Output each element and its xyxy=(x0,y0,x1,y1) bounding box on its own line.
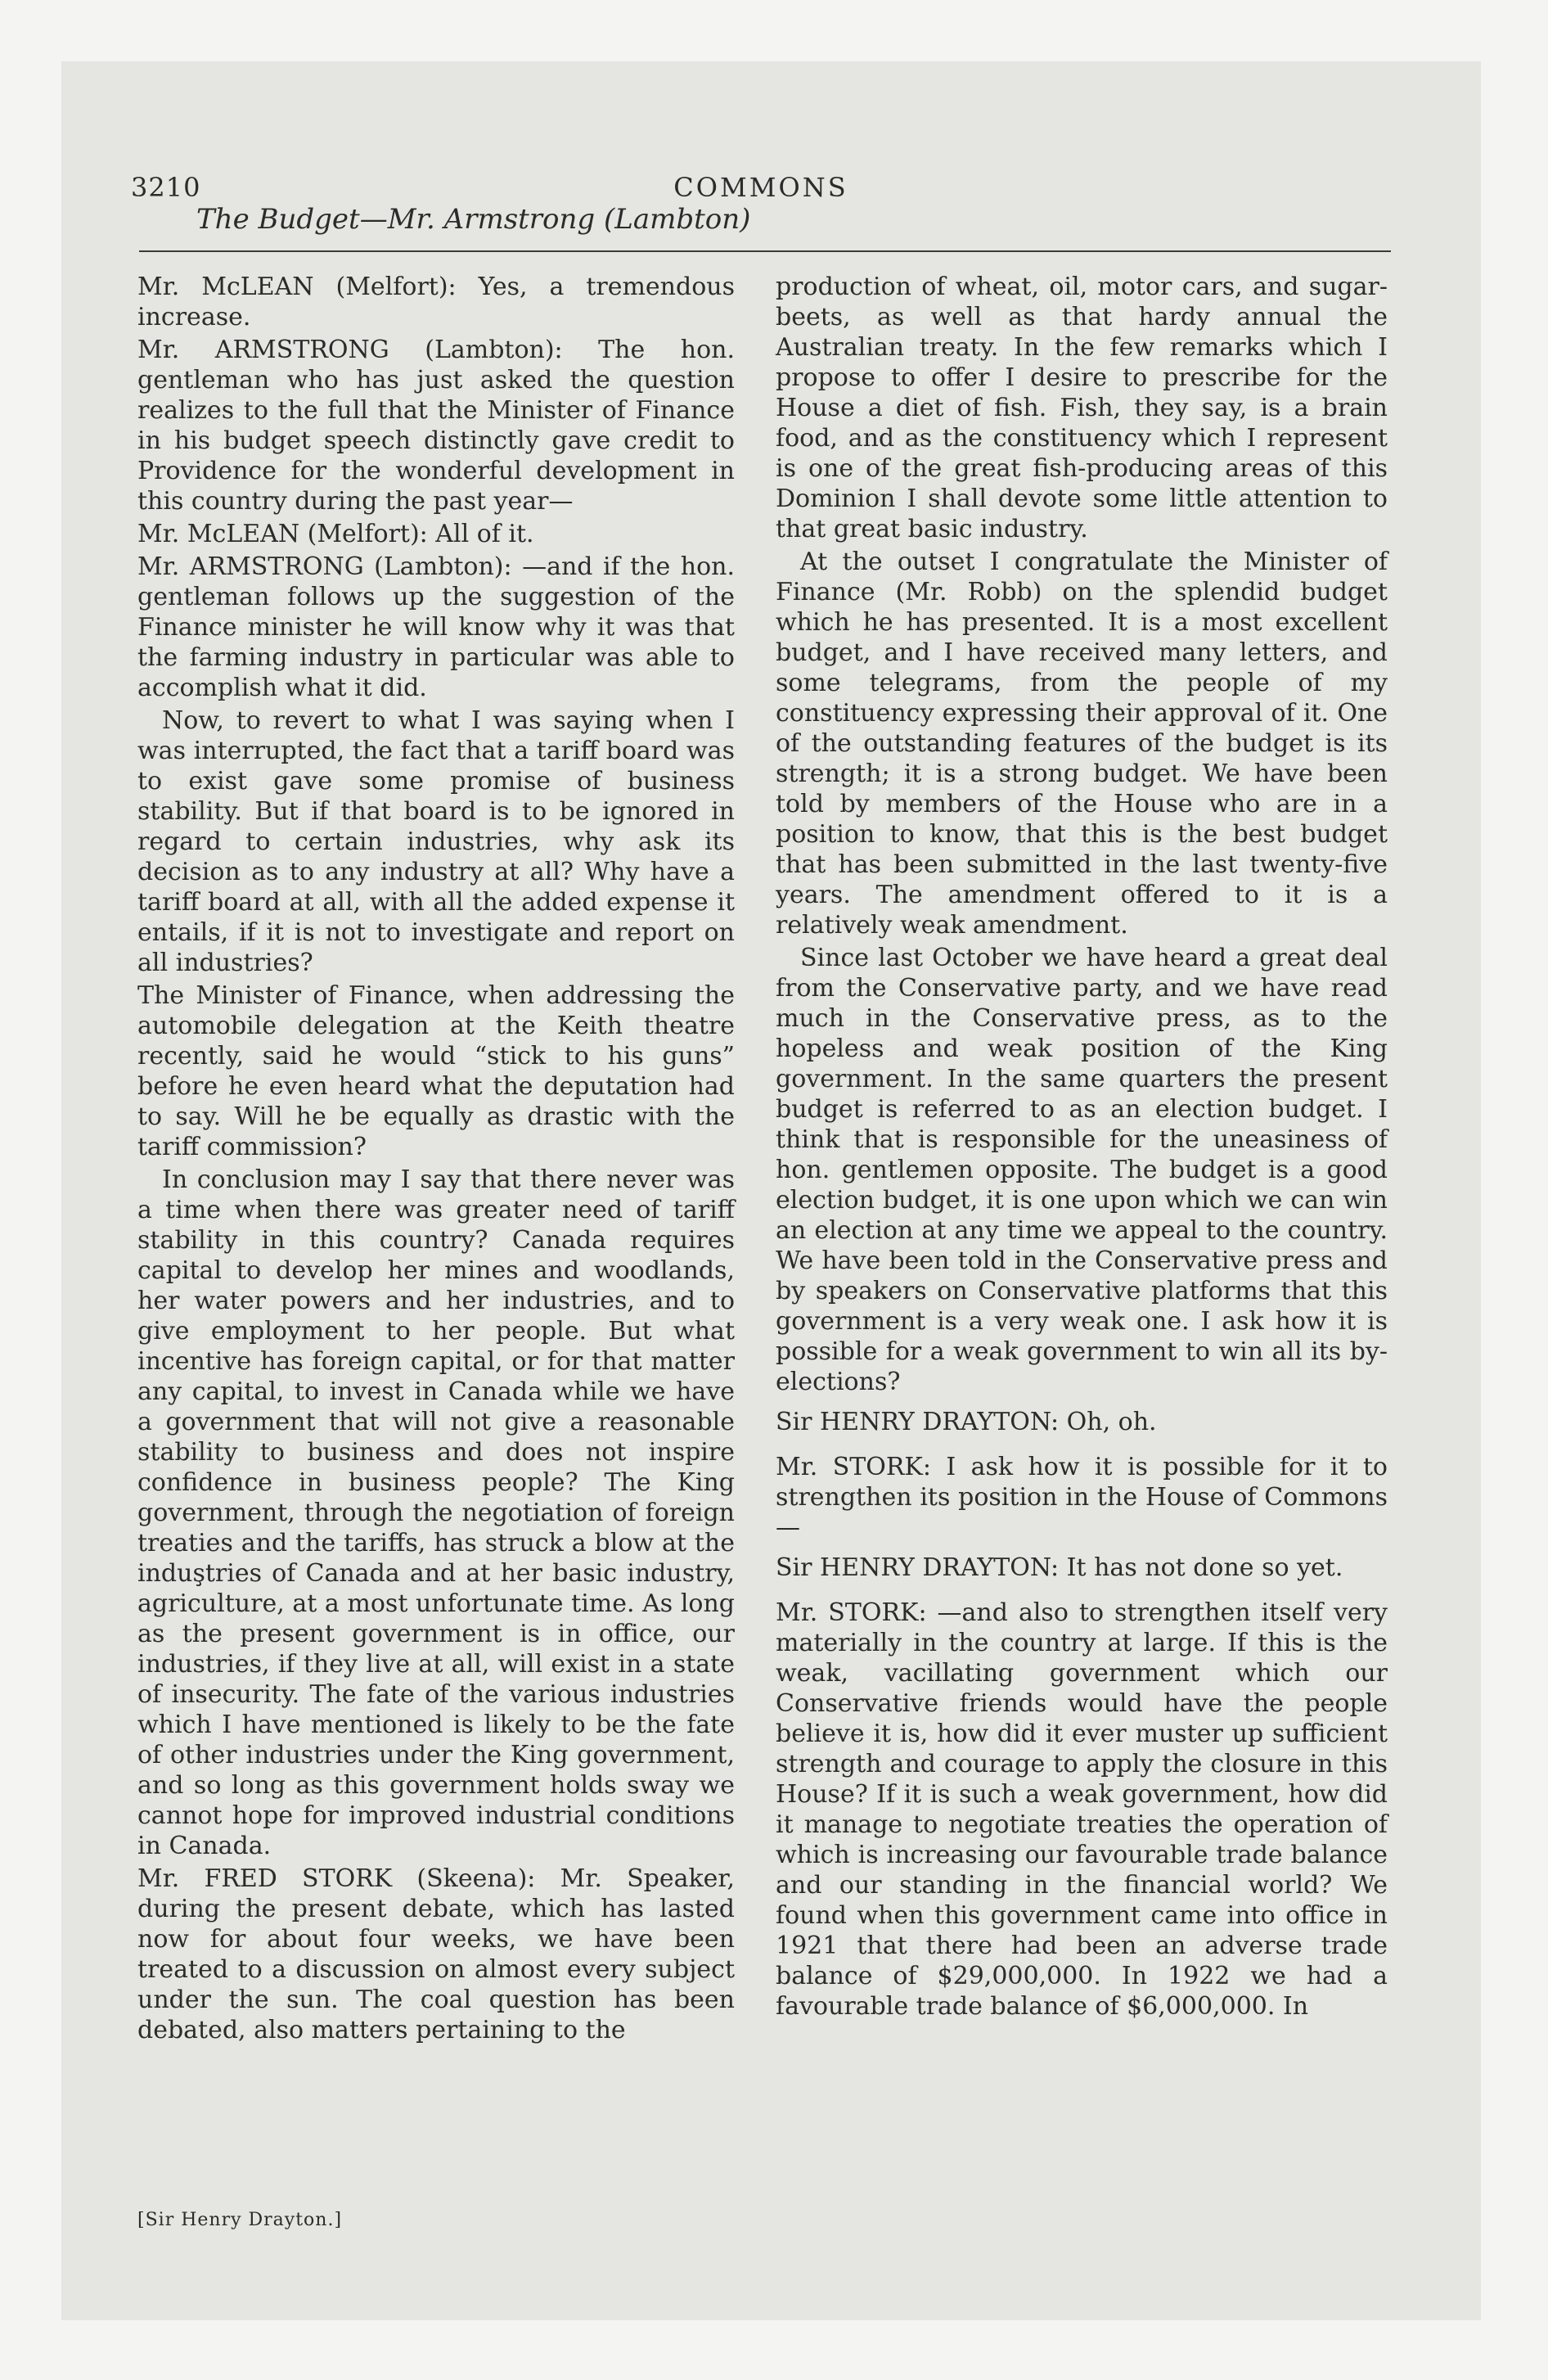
paragraph: Mr. ARMSTRONG (Lambton): —and if the hon. gentleman follows up the suggestion of the Finance minister he will know why it was that the farming industry in particular was able to accomplish what it did. xyxy=(137,552,735,702)
right-column xyxy=(776,272,1388,2024)
paragraph: production of wheat, oil, motor cars, and sugar-beets, as well as that hardy annual the Australian treaty. In the few remarks which I propose to offer I desire to prescribe for the House a diet of fish. Fish, they say, is a brain food, and as the constituency which I represent is one of the great fish-producing areas of this Dominion I shall devote some little attention to that great basic industry. xyxy=(776,273,1388,543)
section-title: COMMONS xyxy=(673,172,848,203)
paragraph: Mr. McLEAN (Melfort): Yes, a tremendous increase. xyxy=(137,273,735,331)
paragraph: Now, to revert to what I was saying when I was interrupted, the fact that a tariff board was to exist gave some promise of business stability. But if that board is to be ignored in regard to certain industries, why ask its decision as to any industry at all? Why have a tariff board at all, with all the added expense it entails, if it is not to investigate and report on all industries? xyxy=(137,706,735,977)
paragraph: Mr. STORK: —and also to strengthen itself very materially in the country at large. If this is the weak, vacillating government which our Conservative friends would have the people believe it is, how did it ever muster up sufficient strength and courage to apply the closure in this House? If it is such a weak government, how did it manage to negotiate treaties the operation of which is increasing our favourable trade balance and our standing in the financial world? We found when this government came into office in 1921 that there had been an adverse trade balance of $29,000,000. In 1922 we had a favourable trade balance of $6,000,000. In xyxy=(776,1598,1388,2021)
footer-note: [Sir Henry Drayton.] xyxy=(137,2210,343,2230)
paragraph: Sir HENRY DRAYTON: Oh, oh. xyxy=(776,1408,1157,1436)
paragraph: Mr. FRED STORK (Skeena): Mr. Speaker, during the present debate, which has lasted now for about four weeks, we have been treated to a discussion on almost every subject under the sun. The coal question has been debated, also matters pertaining to the xyxy=(137,1864,735,2044)
paragraph: The Minister of Finance, when addressing the automobile delegation at the Keith theatre recently, said he would “stick to his guns” before he even heard what the deputation had to say. Will he be equally as drastic with the tariff commission? xyxy=(137,981,735,1161)
paragraph: Sir HENRY DRAYTON: It has not done so yet. xyxy=(776,1553,1343,1582)
paragraph: Since last October we have heard a great deal from the Conservative party, and we have read much in the Conservative press, as to the hopeless and weak position of the King government. In the same quarters the present budget is referred to as an election budget. I think that is responsible for the uneasiness of hon. gentlemen opposite. The budget is a good election budget, it is one upon which we can win an election at any time we appeal to the country. We have been told in the Conservative press and by speakers on Conservative platforms that this government is a very weak one. I ask how it is possible for a weak government to win all its by-elections? xyxy=(776,944,1388,1396)
running-head: The Budget—Mr. Armstrong (Lambton) xyxy=(196,203,751,236)
paragraph: Mr. STORK: I ask how it is possible for it to strengthen its position in the House of Commons— xyxy=(776,1453,1388,1542)
header-rule xyxy=(139,250,1391,252)
paragraph: Mr. ARMSTRONG (Lambton): The hon. gentleman who has just asked the question realizes to the full that the Minister of Finance in his budget speech distinctly gave credit to Providence for the wonderful development in this country during the past year— xyxy=(137,336,735,516)
paragraph: Mr. McLEAN (Melfort): All of it. xyxy=(137,520,534,548)
page-number: 3210 xyxy=(131,172,201,203)
paragraph: At the outset I congratulate the Minister of Finance (Mr. Robb) on the splendid budget which he has presented. It is a most excellent budget, and I have received many letters, and some telegrams, from the people of my constituency expressing their approval of it. One of the outstanding features of the budget is its strength; it is a strong budget. We have been told by members of the House who are in a position to know, that this is the best budget that has been submitted in the last twenty-five years. The amendment offered to it is a relatively weak amendment. xyxy=(776,548,1388,940)
left-column xyxy=(137,272,735,2048)
paragraph: In conclusion may I say that there never was a time when there was greater need of tariff stability in this country? Canada requires capital to develop her mines and woodlands, her water powers and her industries, and to give employment to her people. But what incentive has foreign capital, or for that matter any capital, to invest in Canada while we have a government that will not give a reasonable stability to business and does not inspire confidence in business people? The King government, through the negotiation of foreign treaties and the tariffs, has struck a blow at the induştries of Canada and at her basic industry, agriculture, at a most unfortunate time. As long as the present government is in office, our industries, if they live at all, will exist in a state of insecurity. The fate of the various industries which I have mentioned is likely to be the fate of other industries under the King government, and so long as this government holds sway we cannot hope for improved industrial conditions in Canada. xyxy=(137,1165,735,1860)
